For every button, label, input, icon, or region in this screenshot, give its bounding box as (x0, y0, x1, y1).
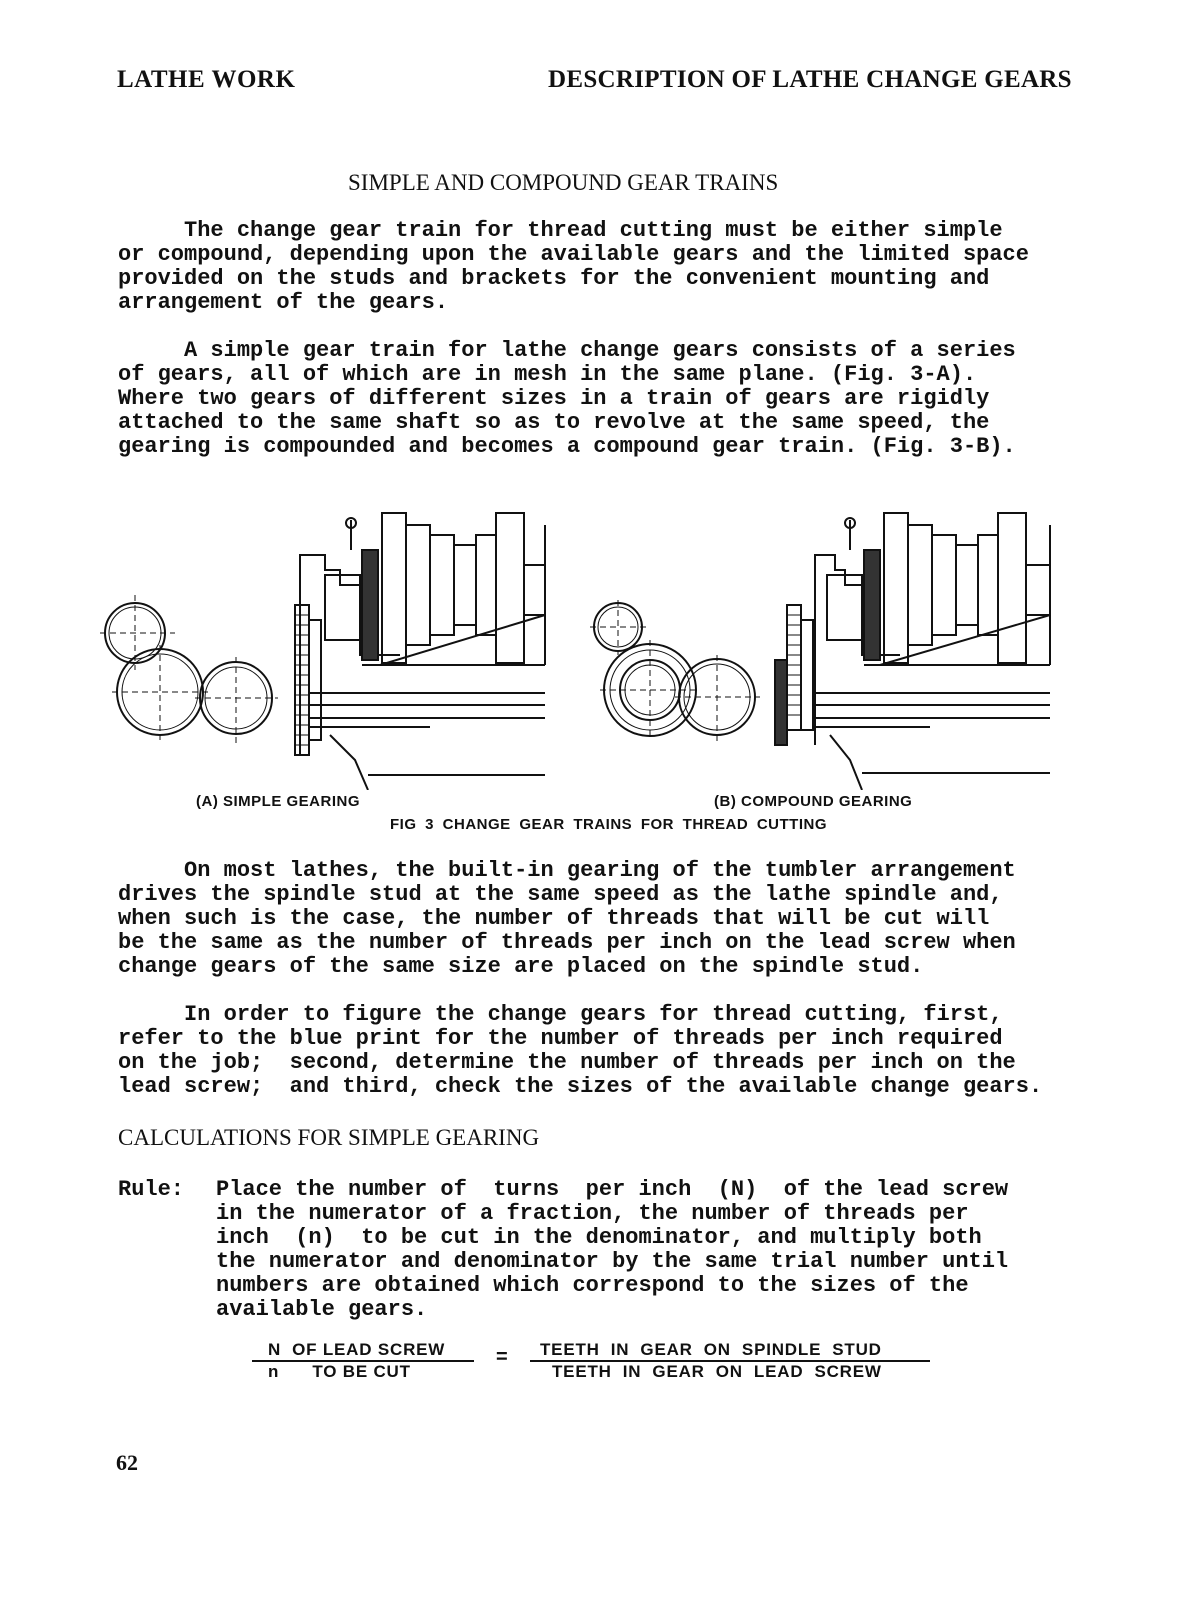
text-line: be the same as the number of threads per inch on the lead screw when (118, 930, 1016, 955)
caption-simple-gearing: (A) SIMPLE GEARING (196, 793, 361, 810)
text-line: available gears. (216, 1297, 428, 1322)
text-line: of gears, all of which are in mesh in the same plane. (Fig. 3-A). (118, 362, 977, 387)
text-line: in the numerator of a fraction, the number of threads per (216, 1201, 969, 1226)
header-left-title: LATHE WORK (117, 66, 296, 93)
change-gear-trains-figure (100, 505, 1090, 790)
text-line: or compound, depending upon the available gears and the limited space (118, 242, 1029, 267)
text-line: In order to figure the change gears for thread cutting, first, (118, 1002, 1003, 1027)
text-line: Place the number of turns per inch (N) of the lead screw (216, 1177, 1009, 1202)
formula-equals: = (496, 1346, 509, 1368)
text-line: Where two gears of different sizes in a train of gears are rigidly (118, 386, 990, 411)
header-right-title: DESCRIPTION OF LATHE CHANGE GEARS (548, 66, 1072, 93)
text-line: provided on the studs and brackets for the convenient mounting and (118, 266, 990, 291)
calculations-heading: CALCULATIONS FOR SIMPLE GEARING (118, 1125, 540, 1150)
text-line: refer to the blue print for the number of threads per inch required (118, 1026, 1003, 1051)
text-line: when such is the case, the number of threads that will be cut will (118, 906, 990, 931)
formula-left-numerator: N OF LEAD SCREW (268, 1340, 446, 1359)
text-line: change gears of the same size are placed on the spindle stud. (118, 954, 924, 979)
text-line: drives the spindle stud at the same speed as the lathe spindle and, (118, 882, 1003, 907)
text-line: On most lathes, the built-in gearing of the tumbler arrangement (118, 858, 1016, 883)
caption-compound-gearing: (B) COMPOUND GEARING (714, 793, 913, 810)
simple-gearing-drawing (100, 513, 545, 790)
text-line: on the job; second, determine the number of threads per inch on the (118, 1050, 1016, 1075)
text-line: gearing is compounded and becomes a compound gear train. (Fig. 3-B). (118, 434, 1016, 459)
text-line: lead screw; and third, check the sizes of the available change gears. (118, 1074, 1043, 1099)
page-number: 62 (116, 1450, 138, 1475)
formula-right-denominator: TEETH IN GEAR ON LEAD SCREW (552, 1362, 882, 1381)
section-title: SIMPLE AND COMPOUND GEAR TRAINS (348, 170, 779, 195)
figure-caption: FIG 3 CHANGE GEAR TRAINS FOR THREAD CUTTING (390, 816, 828, 833)
formula-left-denominator: n TO BE CUT (268, 1362, 411, 1381)
text-line: inch (n) to be cut in the denominator, and multiply both (216, 1225, 982, 1250)
text-line: attached to the same shaft so as to revolve at the same speed, the (118, 410, 990, 435)
text-line: The change gear train for thread cutting must be either simple (118, 218, 1003, 243)
text-line: arrangement of the gears. (118, 290, 449, 315)
text-line: numbers are obtained which correspond to the sizes of the (216, 1273, 969, 1298)
text-line: A simple gear train for lathe change gears consists of a series (118, 338, 1016, 363)
formula-right-numerator: TEETH IN GEAR ON SPINDLE STUD (540, 1340, 882, 1359)
compound-gearing-drawing (590, 513, 1050, 790)
text-line: the numerator and denominator by the same trial number until (216, 1249, 1009, 1274)
rule-label: Rule: (118, 1177, 185, 1202)
